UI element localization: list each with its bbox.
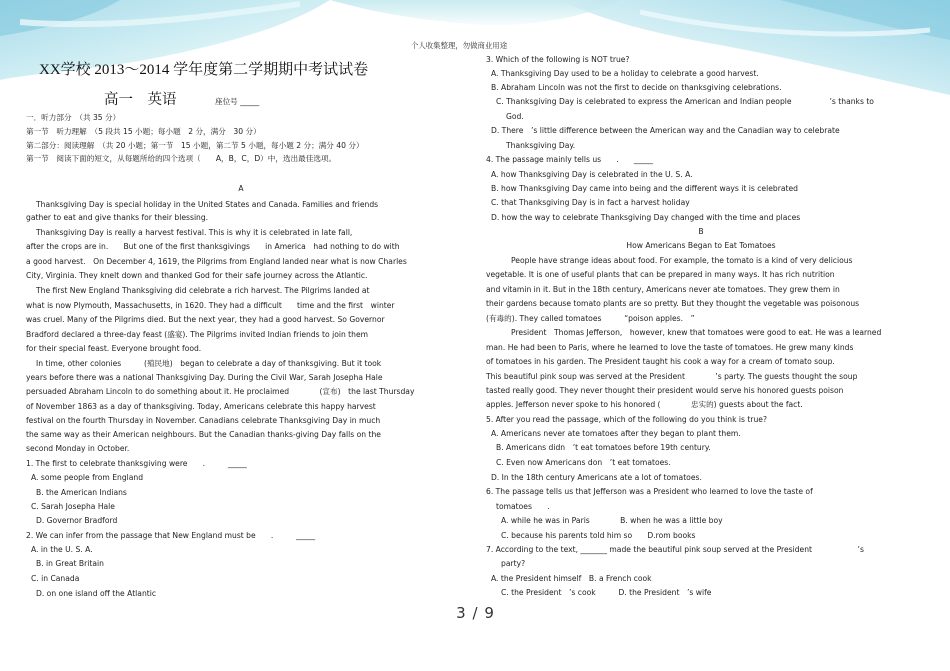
right-line: A. Thanksgiving Day used to be a holiday to celebrate a good harvest.	[491, 69, 759, 78]
right-line: vegetable. It is one of useful plants that can be prepared in many ways. It has rich nutrition	[486, 270, 835, 279]
seat-number-label: 座位号 _____	[215, 97, 260, 106]
left-line: D. on one island off the Atlantic	[36, 589, 157, 598]
right-line: B. Abraham Lincoln was not the first to decide on thanksgiving celebrations.	[491, 83, 782, 92]
left-line: the same way as their American neighbours. But the Canadian thanks-giving Day falls on the	[26, 430, 381, 439]
right-line: their gardens because tomato plants are so pretty. But they thought the vegetable was poisonous	[486, 299, 860, 308]
right-line: Thanksgiving Day.	[506, 141, 576, 150]
exam-title: XX学校 2013～2014 学年度第二学期期中考试试卷	[39, 62, 369, 78]
right-line: C. Even now Americans don ’t eat tomatoes.	[496, 458, 671, 467]
right-line: President Thomas Jefferson, however, knew that tomatoes were good to eat. He was a learned	[511, 328, 882, 337]
left-line: C. in Canada	[31, 574, 80, 583]
left-line: Thanksgiving Day is special holiday in the United States and Canada. Families and friends	[36, 200, 379, 209]
left-line: Bradford declared a three-day feast (盛宴). The Pilgrims invited Indian friends to join them	[26, 330, 369, 339]
right-line: of tomatoes in his garden. The President taught his cook a way for a cream of tomato soup.	[486, 357, 835, 366]
left-line: after the crops are in. But one of the first thanksgivings in America had nothing to do with	[26, 242, 400, 251]
right-line: and vitamin in it. But in the 18th century, Americans never ate tomatoes. They grew them in	[486, 285, 840, 294]
left-line: 1. The first to celebrate thanksgiving were . _____	[26, 459, 247, 468]
left-line: B. the American Indians	[36, 488, 127, 497]
right-line: tasted really good. They never thought their president would serve his honored guests poison	[486, 386, 844, 395]
right-line: A. Americans never ate tomatoes after they began to plant them.	[491, 429, 741, 438]
right-line: tomatoes .	[496, 502, 550, 511]
right-line: B. how Thanksgiving Day came into being and the different ways it is celebrated	[491, 184, 798, 193]
left-line: A	[238, 184, 244, 193]
left-line: B. in Great Britain	[36, 559, 104, 568]
right-line: D. There ’s little difference between the American way and the Canadian way to celebrate	[491, 126, 840, 135]
left-line: what is now Plymouth, Massachusetts, in 1620. They had a difficult time and the first winter	[26, 301, 395, 310]
right-line: C. Thanksgiving Day is celebrated to express the American and Indian people ’s thanks to	[496, 97, 874, 106]
left-line: A. in the U. S. A.	[31, 545, 93, 554]
right-line: How Americans Began to Eat Tomatoes	[626, 241, 776, 250]
right-line: party?	[501, 559, 526, 568]
right-line: A. how Thanksgiving Day is celebrated in the U. S. A.	[491, 170, 693, 179]
right-line: apples. Jefferson never spoke to his honored ( 忠实的) guests about the fact.	[486, 400, 803, 409]
right-line: D. how the way to celebrate Thanksgiving Day changed with the time and places	[491, 213, 801, 222]
left-line: gather to eat and give thanks for their blessing.	[26, 213, 209, 222]
right-line: 6. The passage tells us that Jefferson was a President who learned to love the taste of	[486, 487, 813, 496]
left-line: In time, other colonies (殖民地) began to celebrate a day of thanksgiving. But it took	[36, 359, 382, 368]
left-line: was cruel. Many of the Pilgrims died. But the next year, they had a good harvest. So Governor	[26, 315, 385, 324]
left-line: for their special feast. Everyone brought food.	[26, 344, 202, 353]
exam-subtitle: 高一 英语	[104, 92, 177, 108]
left-line: The first New England Thanksgiving did celebrate a rich harvest. The Pilgrims landed at	[36, 286, 370, 295]
left-line: 第一节 听力理解 （5 段共 15 小题；每小题 2 分，满分 30 分）	[26, 127, 261, 136]
right-line: 4. The passage mainly tells us . _____	[486, 155, 653, 164]
header-note: 个人收集整理，勿做商业用途	[411, 41, 508, 50]
left-line: of November 1863 as a day of thanksgiving. Today, Americans celebrate this happy harvest	[26, 402, 376, 411]
right-line: B. Americans didn ’t eat tomatoes before 19th century.	[496, 443, 711, 452]
current-page-number: 3	[456, 604, 466, 622]
left-line: 2. We can infer from the passage that New England must be . _____	[26, 531, 316, 540]
right-line: 3. Which of the following is NOT true?	[486, 55, 630, 64]
left-line: Thanksgiving Day is really a harvest festival. This is why it is celebrated in late fall,	[36, 228, 353, 237]
total-pages-number: 9	[484, 604, 494, 622]
right-line: C. that Thanksgiving Day is in fact a harvest holiday	[491, 198, 690, 207]
right-line: 7. According to the text, _______ made the beautiful pink soup served at the President ’s	[486, 545, 864, 554]
right-line: 5. After you read the passage, which of the following do you think is true?	[486, 415, 767, 424]
left-line: D. Governor Bradford	[36, 516, 118, 525]
left-line: festival on the fourth Thursday in November. Canadians celebrate Thanksgiving Day in much	[26, 416, 381, 425]
right-line: A. the President himself B. a French cook	[491, 574, 652, 583]
left-line: 第二部分：阅读理解 （共 20 小题；第一节 15 小题，第二节 5 小题，每小题 2 分；满分 40 分）	[26, 141, 364, 150]
right-line: This beautiful pink soup was served at the President ’s party. The guests thought the soup	[486, 372, 858, 381]
left-line: A. some people from England	[31, 473, 144, 482]
left-line: City, Virginia. They knelt down and thanked God for their safe journey across the Atlantic.	[26, 271, 368, 280]
left-line: persuaded Abraham Lincoln to do something about it. He proclaimed (宣布) the last Thursday	[26, 387, 415, 396]
right-line: A. while he was in Paris B. when he was a little boy	[501, 516, 723, 525]
right-line: C. because his parents told him so D.rom books	[501, 531, 696, 540]
right-line: man. He had been to Paris, where he learned to love the taste of tomatoes. He grew many kinds	[486, 343, 854, 352]
left-line: C. Sarah Josepha Hale	[31, 502, 115, 511]
right-line: God.	[506, 112, 524, 121]
right-line: C. the President ’s cook D. the President ’s wife	[501, 588, 712, 597]
right-line: B	[698, 227, 704, 236]
left-line: second Monday in October.	[26, 444, 130, 453]
page-separator: /	[472, 604, 478, 622]
left-line: 一．听力部分 （共 35 分）	[26, 113, 121, 122]
right-line: D. In the 18th century Americans ate a lot of tomatoes.	[491, 473, 702, 482]
left-line: years before there was a national Thanksgiving Day. During the Civil War, Sarah Josepha Hale	[26, 373, 383, 382]
right-line: (有毒的). They called tomatoes “poison apples. ”	[486, 314, 695, 323]
right-line: People have strange ideas about food. For example, the tomato is a kind of very delicious	[511, 256, 853, 265]
left-line: a good harvest. On December 4, 1619, the Pilgrims from England landed near what is now Charles	[26, 257, 407, 266]
left-line: 第一节 阅读下面的短文，从每题所给的四个选项（ A，B，C，D）中，选出最佳选项。	[26, 154, 337, 163]
